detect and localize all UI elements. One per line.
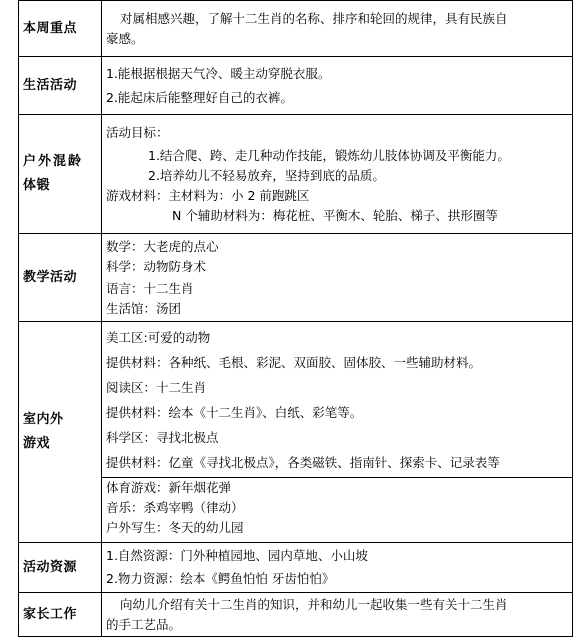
resources-label: 活动资源 <box>23 559 78 575</box>
outdoor-material-aux: N 个辅助材料为：梅花桩、平衡木、轮胎、梯子、拱形圈等 <box>172 207 498 223</box>
parents-line-2: 的手工艺品。 <box>106 616 182 632</box>
row-label-games <box>19 322 102 543</box>
parents-label: 家长工作 <box>23 606 78 622</box>
table-row <box>19 543 573 593</box>
games-science-material: 提供材料：亿童《寻找北极点》，各类磁铁、指南针、探索卡、记录表等 <box>106 455 500 470</box>
resources-natural: 1.自然资源：门外种植园地、园内草地、小山坡 <box>106 548 368 563</box>
life-line-2: 2.能起床后能整理好自己的衣裤。 <box>106 89 293 105</box>
games-reading-area: 阅读区：十二生肖 <box>106 380 207 395</box>
focus-line-1: 对属相感兴趣，了解十二生肖的名称、排序和轮回的规律，具有民族自 <box>120 10 508 26</box>
games-art-material: 提供材料：各种纸、毛根、彩泥、双面胶、固体胶、一些辅助材料。 <box>106 355 482 370</box>
games-pe-game: 体育游戏：新年烟花弹 <box>106 480 232 495</box>
life-label: 生活活动 <box>23 77 78 93</box>
table-row <box>19 115 573 234</box>
row-content-teaching <box>102 234 573 322</box>
row-content-resources <box>102 543 573 593</box>
table-row <box>19 57 573 115</box>
games-music: 音乐：杀鸡宰鸭（律动） <box>106 500 244 515</box>
row-label-resources <box>19 543 102 593</box>
outdoor-goal-title: 活动目标： <box>106 124 169 140</box>
games-art-area: 美工区:可爱的动物 <box>106 330 211 345</box>
row-content-focus <box>102 1 573 57</box>
games-label-line-1: 室内外 <box>23 412 64 427</box>
table-row <box>19 593 573 637</box>
games-outdoor-section <box>102 477 572 538</box>
teaching-item-math: 数学：大老虎的点心 <box>106 238 219 254</box>
focus-label: 本周重点 <box>23 20 78 36</box>
row-content-outdoor <box>102 115 573 234</box>
teaching-item-life-hall: 生活馆：汤团 <box>106 300 182 316</box>
row-label-parents <box>19 593 102 637</box>
row-label-outdoor <box>19 115 102 234</box>
games-sketch: 户外写生：冬天的幼儿园 <box>106 520 244 535</box>
outdoor-material-main: 游戏材料：主材料为：小 2 前跑跳区 <box>106 187 310 203</box>
row-content-parents <box>102 593 573 637</box>
row-content-games <box>102 322 573 543</box>
resources-material: 2.物力资源：绘本《鳄鱼怕怕 牙齿怕怕》 <box>106 571 335 586</box>
outdoor-goal-1: 1.结合爬、跨、走几种动作技能，锻炼幼儿肢体协调及平衡能力。 <box>148 147 510 163</box>
weekly-plan-table <box>18 0 573 637</box>
table-row <box>19 1 573 57</box>
focus-line-2: 豪感。 <box>106 30 144 46</box>
table-row <box>19 322 573 543</box>
outdoor-label-line-2: 体锻 <box>23 178 51 193</box>
parents-line-1: 向幼儿介绍有关十二生肖的知识，并和幼儿一起收集一些有关十二生肖 <box>120 596 508 612</box>
games-label-line-2: 游戏 <box>23 436 51 451</box>
row-label-life <box>19 57 102 115</box>
games-science-area: 科学区：寻找北极点 <box>106 430 219 445</box>
life-line-1: 1.能根据根据天气冷、暖主动穿脱衣服。 <box>106 65 331 81</box>
row-label-teaching <box>19 234 102 322</box>
teaching-item-language: 语言：十二生肖 <box>106 280 194 296</box>
row-content-life <box>102 57 573 115</box>
games-reading-material: 提供材料：绘本《十二生肖》、白纸、彩笔等。 <box>106 405 363 420</box>
row-label-focus <box>19 1 102 57</box>
teaching-item-science: 科学：动物防身术 <box>106 258 207 274</box>
outdoor-goal-2: 2.培养幼儿不轻易放弃，坚持到底的品质。 <box>148 167 385 183</box>
table-row <box>19 234 573 322</box>
outdoor-label-line-1: 户外混龄 <box>23 154 84 169</box>
teaching-label: 教学活动 <box>23 269 78 285</box>
